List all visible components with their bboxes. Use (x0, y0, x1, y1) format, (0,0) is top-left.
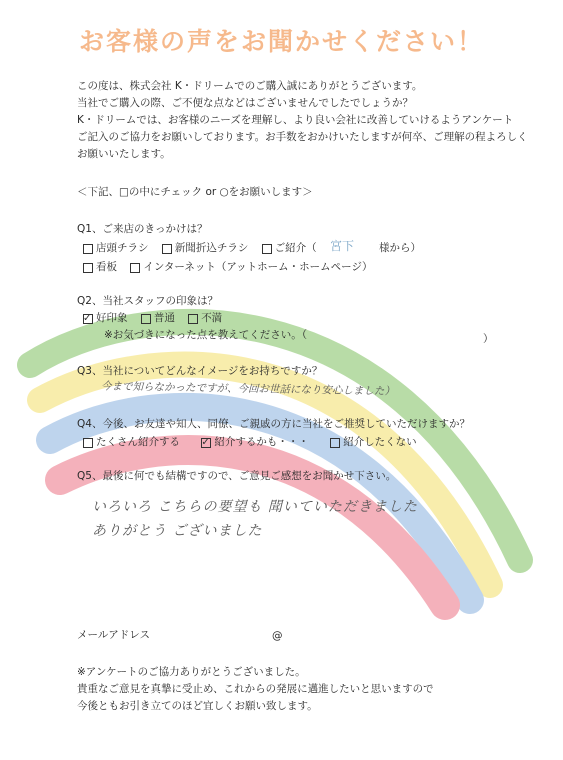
checkbox[interactable] (262, 244, 272, 254)
q2-option-good[interactable]: ✓ 好印象 (83, 310, 128, 327)
checkbox[interactable] (130, 263, 140, 273)
intro-paragraph (77, 78, 528, 163)
q3-question: Q3、当社についてどんなイメージをお持ちですか？ (77, 365, 323, 377)
q1-referrer-handwriting: 宮下 (330, 239, 355, 253)
intro-line: K・ドリームでは、お客様のニーズを理解し、より良い会社に改善していけるようアンケート (77, 114, 514, 126)
q4-question: Q4、今後、お友達や知人、同僚、ご親戚の方に当社をご推奨していただけますか？ (77, 418, 470, 430)
intro-line: ご記入のご協力をお願いしております。お手数をおかけいたしますが何卒、ご理解の程よろしく (77, 131, 528, 143)
checkbox-checked[interactable] (83, 314, 93, 324)
checkbox[interactable] (83, 263, 93, 273)
closing-line: 貴重なご意見を真摯に受止め、これからの発展に邁進したいと思いますので (77, 683, 434, 695)
q1-option-referral[interactable]: ご紹介（ (262, 240, 317, 257)
q4-options (83, 434, 427, 454)
instruction-text: ＜下記、□の中にチェック or ○をお願いします＞ (77, 186, 313, 198)
checkbox[interactable] (83, 438, 93, 448)
q2-note: ※お気づきになった点を教えてください。（ (104, 329, 308, 341)
q2-option-dissatisfied[interactable]: 不満 (188, 310, 222, 327)
checkbox[interactable] (330, 438, 340, 448)
q2-note-close: ） (483, 333, 494, 345)
q5-question: Q5、最後に何でも結構ですので、ご意見ご感想をお聞かせ下さい。 (77, 470, 397, 482)
checkbox[interactable] (141, 314, 151, 324)
q1-question: Q1、ご来店のきっかけは？ (77, 223, 208, 235)
intro-line: 当社でご購入の際、ご不便な点などはございませんでしたでしょうか？ (77, 97, 413, 109)
checkbox[interactable] (188, 314, 198, 324)
q2-question: Q2、当社スタッフの印象は？ (77, 295, 218, 307)
checkbox[interactable] (162, 244, 172, 254)
q4-option-no[interactable]: 紹介したくない (330, 434, 417, 451)
q3-handwritten-answer: 今まで知らなかったですが、今回お世話になり安心しました） (100, 380, 396, 398)
q1-option-internet[interactable]: インターネット（アットホーム・ホームページ） (130, 259, 372, 276)
checkbox-checked[interactable] (201, 438, 211, 448)
q5-handwritten-line2: ありがとう ございました (92, 523, 263, 539)
q1-referral-suffix: 様から） (379, 242, 421, 254)
q1-options-row2 (83, 259, 382, 279)
email-label: メールアドレス (77, 629, 150, 641)
q4-option-maybe[interactable]: ✓ 紹介するかも・・・ (201, 434, 309, 451)
q5-handwritten-line1: いろいろ こちらの要望も 聞いていただきました (92, 499, 418, 515)
q1-option-signboard[interactable]: 看板 (83, 259, 117, 276)
closing-line: ※アンケートのご協力ありがとうございました。 (77, 666, 306, 678)
q1-option-newspaper-flyer[interactable]: 新聞折込チラシ (162, 240, 249, 257)
intro-line: お願いいたします。 (77, 148, 171, 160)
q1-options-row1 (83, 240, 317, 260)
q1-option-store-flyer[interactable]: 店頭チラシ (83, 240, 149, 257)
q4-option-recommend-many[interactable]: たくさん紹介する (83, 434, 180, 451)
q2-option-normal[interactable]: 普通 (141, 310, 175, 327)
closing-line: 今後ともお引き立てのほど宜しくお願い致します。 (77, 700, 318, 712)
intro-line: この度は、株式会社 K・ドリームでのご購入誠にありがとうございます。 (77, 80, 423, 92)
checkbox[interactable] (83, 244, 93, 254)
page-title: お客様の声をお聞かせください！ (78, 27, 484, 56)
closing-text (77, 664, 434, 715)
email-at-sign: @ (272, 630, 283, 642)
